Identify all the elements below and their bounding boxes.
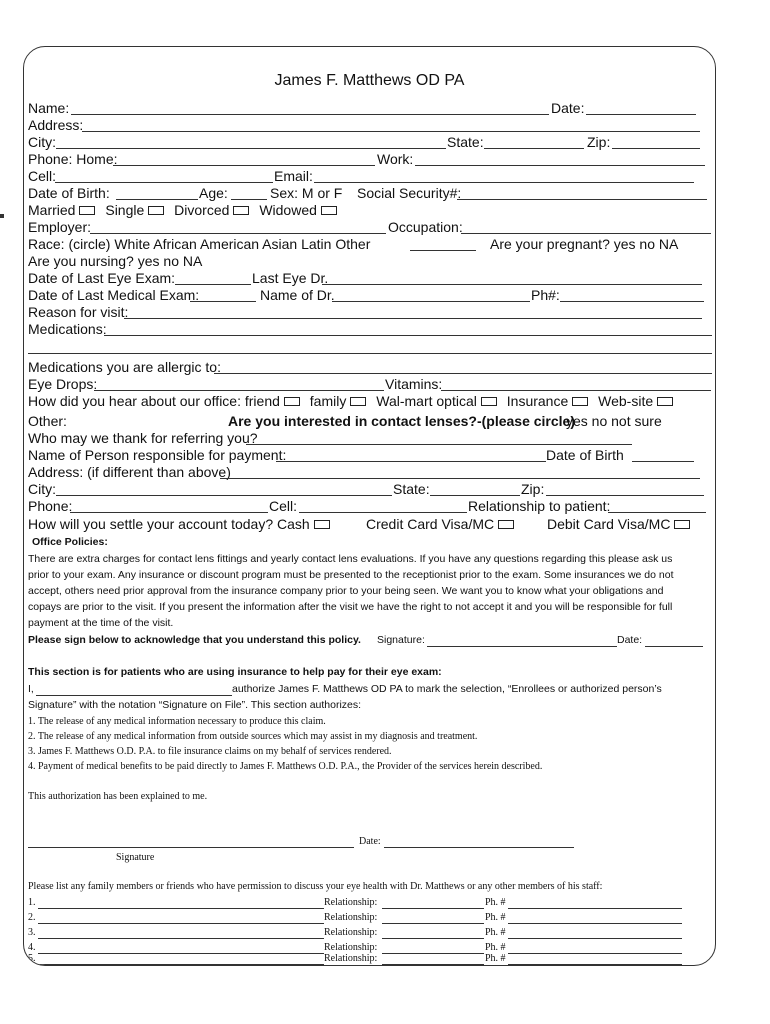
explained-text: This authorization has been explained to me. <box>28 791 208 802</box>
family-rel-field[interactable] <box>382 964 484 965</box>
authorize-i: I, <box>28 683 34 695</box>
authorize-name-field[interactable] <box>36 695 232 696</box>
debit-label: Debit Card Visa/MC <box>547 516 671 532</box>
medications-label: Medications: <box>28 321 107 337</box>
family-ph-label: Ph. # <box>485 953 506 964</box>
relationship-label: Relationship to patient: <box>468 498 611 514</box>
cell2-label: Cell: <box>269 498 298 514</box>
family-ph-label: Ph. # <box>485 912 506 923</box>
city2-field[interactable] <box>56 495 392 496</box>
cell-label: Cell: <box>28 168 57 184</box>
last-eye-exam-label: Date of Last Eye Exam: <box>28 270 176 286</box>
zip-field[interactable] <box>612 148 700 149</box>
edge-mark <box>0 214 4 218</box>
state2-label: State: <box>393 481 430 497</box>
walmart-checkbox[interactable] <box>481 397 497 406</box>
credit-row <box>366 516 520 532</box>
authorize-item: 2. The release of any medical information from outside sources which may assist in my diagnosis and treatment. <box>28 731 478 742</box>
pregnant-question: Are your pregnant? yes no NA <box>490 236 679 252</box>
policy-signature-label: Signature: <box>377 634 425 646</box>
married-checkbox[interactable] <box>79 206 95 215</box>
reason-field[interactable] <box>124 318 702 319</box>
last-eye-dr-label: Last Eye Dr. <box>252 270 329 286</box>
phone2-field[interactable] <box>70 512 268 513</box>
policy-line: There are extra charges for contact lens fittings and yearly contact lens evaluations. If you have any questions regarding this please ask us <box>28 553 673 565</box>
vitamins-label: Vitamins: <box>385 376 443 392</box>
divorced-checkbox[interactable] <box>233 206 249 215</box>
work-field[interactable] <box>415 165 705 166</box>
last-eye-dr-field[interactable] <box>322 284 702 285</box>
phone2-label: Phone: <box>28 498 73 514</box>
dob2-field[interactable] <box>632 461 694 462</box>
dob2-label: Date of Birth <box>546 447 624 463</box>
family-ph-field[interactable] <box>508 908 682 909</box>
name-of-dr-label: Name of Dr. <box>260 287 335 303</box>
race-label: Race: (circle) White African American Asian Latin Other <box>28 236 371 252</box>
thank-field[interactable] <box>246 444 632 445</box>
family-ph-field[interactable] <box>508 964 682 965</box>
relationship-field[interactable] <box>608 512 706 513</box>
policy-sign: Please sign below to acknowledge that you understand this policy. <box>28 634 361 646</box>
cell2-field[interactable] <box>299 512 467 513</box>
vitamins-field[interactable] <box>441 390 711 391</box>
family-name-field[interactable] <box>38 953 324 954</box>
race-other-field[interactable] <box>410 250 476 251</box>
widowed-label: Widowed <box>259 202 317 218</box>
family-row-num: 3. <box>28 927 36 938</box>
divorced-label: Divorced <box>174 202 230 218</box>
allergic-field[interactable] <box>214 373 712 374</box>
last-eye-exam-field[interactable] <box>175 284 251 285</box>
city2-label: City: <box>28 481 56 497</box>
authorize-item: 4. Payment of medical benefits to be paid directly to James F. Matthews O.D. P.A., the Provider of the services herein described. <box>28 761 543 772</box>
nursing-question: Are you nursing? yes no NA <box>28 253 203 269</box>
family-rel-field[interactable] <box>382 953 484 954</box>
ssn-label: Social Security#: <box>357 185 462 201</box>
website-label: Web-site <box>598 393 654 409</box>
cash-checkbox[interactable] <box>314 520 330 529</box>
policy-signature-field[interactable] <box>427 646 617 647</box>
responsible-label: Name of Person responsible for payment: <box>28 447 287 463</box>
policy-line: payment at the time of the visit. <box>28 617 174 629</box>
medications-field[interactable] <box>104 335 712 336</box>
insurance-checkbox[interactable] <box>572 397 588 406</box>
policies-heading: Office Policies: <box>32 536 108 548</box>
name-of-dr-field[interactable] <box>332 301 530 302</box>
ph-label: Ph#: <box>531 287 560 303</box>
website-checkbox[interactable] <box>657 397 673 406</box>
authorize-item: 1. The release of any medical information necessary to produce this claim. <box>28 716 326 727</box>
family-name-field[interactable] <box>38 908 324 909</box>
family-ph-field[interactable] <box>508 953 682 954</box>
family-ph-label: Ph. # <box>485 897 506 908</box>
family-row-num: 5. <box>28 953 36 964</box>
occupation-label: Occupation: <box>388 219 463 235</box>
email-field[interactable] <box>314 182 694 183</box>
friend-checkbox[interactable] <box>284 397 300 406</box>
widowed-checkbox[interactable] <box>321 206 337 215</box>
family-row-num: 1. <box>28 897 36 908</box>
family-row-num: 2. <box>28 912 36 923</box>
address-field[interactable] <box>82 131 700 132</box>
name-label: Name: <box>28 100 70 116</box>
zip-label: Zip: <box>587 134 611 150</box>
city-label: City: <box>28 134 56 150</box>
family-row-num: 4. <box>28 942 36 953</box>
policy-date-field[interactable] <box>645 646 703 647</box>
medications-field-2[interactable] <box>28 353 712 354</box>
walmart-label: Wal-mart optical <box>376 393 477 409</box>
email-label: Email: <box>274 168 313 184</box>
sex-label: Sex: M or F <box>270 185 343 201</box>
city-field[interactable] <box>56 148 446 149</box>
contacts-question: Are you interested in contact lenses?-(please circle) <box>228 413 576 429</box>
family-rel-label: Relationship: <box>324 953 378 964</box>
family-rel-label: Relationship: <box>324 927 378 938</box>
age-label: Age: <box>199 185 228 201</box>
family-intro: Please list any family members or friends who have permission to discuss your eye health with Dr. Matthews or any other members of his staff: <box>28 881 603 892</box>
family-rel-field[interactable] <box>382 908 484 909</box>
debit-row <box>547 516 696 532</box>
intake-form <box>23 46 716 966</box>
family-ph-label: Ph. # <box>485 927 506 938</box>
phone-home-label: Phone: Home: <box>28 151 118 167</box>
page-title: James F. Matthews OD PA <box>274 72 465 89</box>
settle-row <box>28 516 336 532</box>
family-rel-label: Relationship: <box>324 942 378 953</box>
state-field[interactable] <box>484 148 584 149</box>
authorize-text: authorize James F. Matthews OD PA to mark the selection, “Enrollees or authorized person’s <box>232 683 662 695</box>
address2-field[interactable] <box>220 478 700 479</box>
family-rel-label: Relationship: <box>324 897 378 908</box>
date-label: Date: <box>551 100 585 116</box>
single-checkbox[interactable] <box>148 206 164 215</box>
cell-field[interactable] <box>55 182 273 183</box>
allergic-label: Medications you are allergic to: <box>28 359 221 375</box>
authorization-date-field[interactable] <box>384 847 574 848</box>
other-label: Other: <box>28 413 67 429</box>
settle-label: How will you settle your account today? Cash <box>28 516 310 532</box>
work-label: Work: <box>377 151 414 167</box>
last-med-exam-label: Date of Last Medical Exam: <box>28 287 200 303</box>
family-ph-field[interactable] <box>508 938 682 939</box>
hear-about-label: How did you hear about our office: friend <box>28 393 280 409</box>
employer-field[interactable] <box>90 233 386 234</box>
ssn-field[interactable] <box>457 199 707 200</box>
signature-caption: Signature <box>116 852 155 863</box>
eye-drops-field[interactable] <box>94 390 384 391</box>
insurance-label: Insurance <box>506 393 569 409</box>
married-label: Married <box>28 202 76 218</box>
hear-about-row <box>28 393 679 409</box>
policy-line: copays are prior to the visit. If you present the information after the visit we have the right to not accept it and you will be responsible for full <box>28 601 673 613</box>
address-label: Address: <box>28 117 84 133</box>
name-field[interactable] <box>71 114 549 115</box>
authorize-item: 3. James F. Matthews O.D. P.A. to file insurance claims on my behalf of services rendered. <box>28 746 392 757</box>
single-label: Single <box>105 202 145 218</box>
family-name-field[interactable] <box>38 964 324 965</box>
family-ph-label: Ph. # <box>485 942 506 953</box>
debit-checkbox[interactable] <box>674 520 690 529</box>
family-checkbox[interactable] <box>350 397 366 406</box>
zip2-field[interactable] <box>546 495 704 496</box>
credit-label: Credit Card Visa/MC <box>366 516 495 532</box>
age-field[interactable] <box>231 199 267 200</box>
responsible-field[interactable] <box>276 461 546 462</box>
employer-label: Employer: <box>28 219 92 235</box>
policy-date-label: Date: <box>617 634 643 646</box>
last-med-exam-field[interactable] <box>190 301 256 302</box>
family-name-field[interactable] <box>38 923 324 924</box>
family-rel-label: Relationship: <box>324 912 378 923</box>
dob-field[interactable] <box>116 199 198 200</box>
state2-field[interactable] <box>430 495 520 496</box>
thank-label: Who may we thank for referring you? <box>28 430 258 446</box>
ph-field[interactable] <box>560 301 704 302</box>
zip2-label: Zip: <box>521 481 545 497</box>
authorize-line2: Signature” with the notation “Signature on File”. This section authorizes: <box>28 699 362 711</box>
insurance-heading: This section is for patients who are using insurance to help pay for their eye exam: <box>28 666 442 678</box>
state-label: State: <box>447 134 484 150</box>
eye-drops-label: Eye Drops: <box>28 376 98 392</box>
reason-label: Reason for visit: <box>28 304 129 320</box>
address2-label: Address: (if different than above) <box>28 464 231 480</box>
policy-line: prior to your exam. Any insurance or discount program must be presented to the receptionist prior to the exam. Some insurances we do not <box>28 569 674 581</box>
occupation-field[interactable] <box>461 233 711 234</box>
family-ph-field[interactable] <box>508 923 682 924</box>
credit-checkbox[interactable] <box>498 520 514 529</box>
dob-label: Date of Birth: <box>28 185 110 201</box>
marital-status <box>28 202 343 218</box>
family-rel-field[interactable] <box>382 923 484 924</box>
date-field[interactable] <box>586 114 696 115</box>
policy-line: accept, others need prior approval from the insurance company prior to your being seen. We want you to know what your obligations and <box>28 585 664 597</box>
contacts-options[interactable]: yes no not sure <box>566 413 662 429</box>
family-label: family <box>309 393 347 409</box>
phone-home-field[interactable] <box>113 165 375 166</box>
family-name-field[interactable] <box>38 938 324 939</box>
authorization-signature-field[interactable] <box>28 847 354 848</box>
family-rel-field[interactable] <box>382 938 484 939</box>
authorization-date-label: Date: <box>359 836 381 847</box>
